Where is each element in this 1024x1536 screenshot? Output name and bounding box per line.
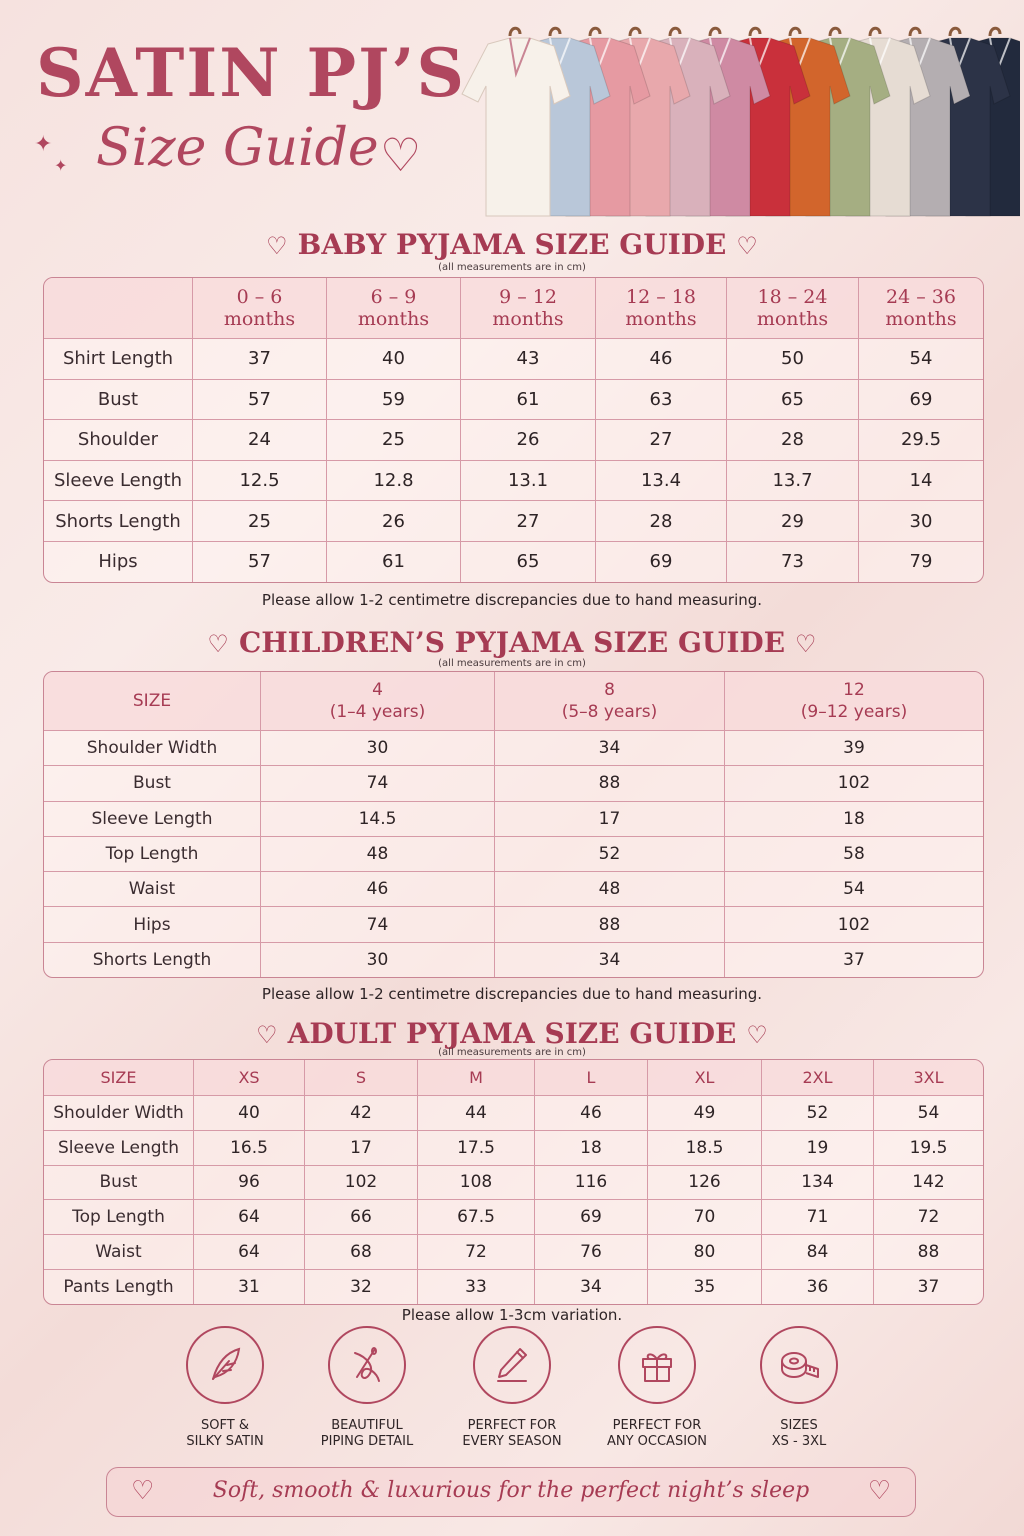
heart-icon: ♡ (256, 1021, 278, 1049)
table-cell: 61 (327, 542, 461, 582)
table-cell: 19 (762, 1131, 874, 1166)
tagline-banner (106, 1467, 916, 1517)
table-row (44, 420, 983, 461)
table-cell: 79 (909, 551, 933, 573)
table-cell: 46 (535, 1096, 648, 1131)
table-row (44, 380, 983, 421)
table-cell: 69 (596, 542, 727, 582)
row-label: Pants Length (44, 1270, 194, 1304)
heart-icon: ♡ (795, 630, 817, 658)
table-cell: 13.4 (596, 461, 727, 502)
heart-icon: ♡ (867, 1476, 891, 1506)
size-header: SIZE (44, 1060, 194, 1096)
children-guide-title (0, 626, 1024, 659)
needle-thread-icon (328, 1326, 406, 1404)
table-row (44, 837, 983, 872)
row-label: Shorts Length (44, 501, 193, 542)
adult-size-table (43, 1059, 984, 1305)
table-row (44, 907, 983, 942)
table-row (44, 802, 983, 837)
table-cell: 50 (727, 339, 859, 380)
age-column-header (727, 278, 859, 339)
adult-guide-title-text: ADULT PYJAMA SIZE GUIDE (287, 1017, 737, 1050)
table-cell: 67.5 (418, 1200, 535, 1235)
table-cell: 63 (596, 380, 727, 421)
table-cell: 61 (461, 380, 596, 421)
table-row (44, 872, 983, 907)
row-label: Shoulder (44, 420, 193, 461)
baby-guide-subtitle: (all measurements are in cm) (438, 262, 586, 273)
table-cell: 16.5 (194, 1131, 305, 1166)
feature-label: PERFECT FOR EVERY SEASON (462, 1418, 562, 1449)
table-cell: 13.1 (461, 461, 596, 502)
size-value: 8 (604, 680, 615, 700)
table-row (44, 1096, 983, 1131)
table-cell: 14.5 (261, 802, 495, 837)
size-column-header (261, 672, 495, 731)
heart-icon: ♡ (131, 1476, 155, 1506)
age-range: 18 – 24 (757, 286, 828, 308)
table-cell: 72 (874, 1200, 983, 1235)
row-label: Bust (44, 1166, 194, 1201)
heart-icon: ♡ (736, 232, 758, 260)
table-cell: 52 (762, 1096, 874, 1131)
sparkle-icon: ✦ (34, 132, 53, 157)
table-cell: 142 (874, 1166, 983, 1201)
children-guide-title-text: CHILDREN’S PYJAMA SIZE GUIDE (238, 626, 786, 659)
table-cell: 96 (194, 1166, 305, 1201)
table-cell: 37 (917, 1276, 940, 1297)
age-unit: months (357, 308, 430, 330)
baby-guide-note: Please allow 1-2 centimetre discrepancies due to hand measuring. (261, 591, 763, 609)
row-label: Shoulder Width (44, 731, 261, 766)
table-row (44, 731, 983, 766)
size-column-header: S (305, 1060, 418, 1096)
table-cell: 25 (327, 420, 461, 461)
row-label: Hips (44, 907, 261, 942)
table-cell: 70 (648, 1200, 762, 1235)
table-cell: 31 (194, 1270, 305, 1304)
feature-label: BEAUTIFUL PIPING DETAIL (320, 1418, 414, 1449)
tagline-text: Soft, smooth & luxurious for the perfect night’s sleep (212, 1478, 810, 1503)
table-cell: 13.7 (727, 461, 859, 502)
baby-guide-title (0, 228, 1024, 261)
table-cell: 18.5 (648, 1131, 762, 1166)
size-column-header: L (535, 1060, 648, 1096)
table-cell: 72 (418, 1235, 535, 1270)
children-guide-subtitle: (all measurements are in cm) (438, 658, 586, 669)
feather-icon (186, 1326, 264, 1404)
heart-icon: ♡ (746, 1021, 768, 1049)
size-header: SIZE (44, 672, 261, 731)
table-cell: 54 (859, 339, 983, 380)
table-cell: 29 (727, 501, 859, 542)
table-cell: 30 (859, 501, 983, 542)
table-cell: 59 (327, 380, 461, 421)
table-cell: 37 (193, 339, 327, 380)
table-cell: 34 (495, 731, 725, 766)
pen-icon (473, 1326, 551, 1404)
table-cell: 17 (495, 802, 725, 837)
feature-label: SIZES XS - 3XL (771, 1418, 827, 1449)
table-cell: 48 (495, 872, 725, 907)
pyjama-shirts-image (450, 14, 1020, 226)
table-cell: 76 (535, 1235, 648, 1270)
row-label: Shorts Length (44, 943, 261, 977)
table-cell: 30 (261, 731, 495, 766)
table-cell: 134 (762, 1166, 874, 1201)
table-cell: 46 (596, 339, 727, 380)
table-cell: 34 (535, 1270, 648, 1304)
table-cell: 29.5 (859, 420, 983, 461)
table-cell: 40 (194, 1096, 305, 1131)
table-cell: 108 (418, 1166, 535, 1201)
page-title: SATIN PJ’S (36, 34, 467, 112)
age-range: 9 – 12 (499, 286, 557, 308)
table-cell: 18 (535, 1131, 648, 1166)
table-row (44, 339, 983, 380)
size-column-header: XS (194, 1060, 305, 1096)
table-cell: 12.8 (327, 461, 461, 502)
table-cell: 57 (193, 542, 327, 582)
table-cell: 39 (725, 731, 983, 766)
table-cell: 17 (305, 1131, 418, 1166)
table-cell: 26 (461, 420, 596, 461)
age-range: (5–8 years) (561, 702, 658, 722)
table-cell: 14 (859, 461, 983, 502)
adult-guide-title (0, 1017, 1024, 1050)
table-row (44, 1200, 983, 1235)
age-column-header (327, 278, 461, 339)
table-row (44, 766, 983, 801)
table-cell: 126 (648, 1166, 762, 1201)
table-cell: 54 (874, 1096, 983, 1131)
size-column-header (725, 672, 983, 731)
table-cell: 102 (725, 907, 983, 942)
sparkle-icon: ✦ (54, 156, 68, 175)
age-column-header (596, 278, 727, 339)
age-range: 6 – 9 (370, 286, 417, 308)
table-cell: 28 (596, 501, 727, 542)
table-cell: 80 (648, 1235, 762, 1270)
heart-icon: ♡ (266, 232, 288, 260)
table-cell: 40 (327, 339, 461, 380)
age-column-header (859, 278, 983, 339)
size-column-header: XL (648, 1060, 762, 1096)
table-cell: 42 (305, 1096, 418, 1131)
table-cell: 88 (495, 907, 725, 942)
table-cell: 43 (461, 339, 596, 380)
gift-icon (618, 1326, 696, 1404)
row-label: Top Length (44, 1200, 194, 1235)
table-row (44, 1166, 983, 1201)
table-cell: 73 (727, 542, 859, 582)
table-cell: 33 (418, 1270, 535, 1304)
page-subtitle: Size Guide (96, 118, 379, 178)
table-cell: 65 (461, 542, 596, 582)
table-cell: 68 (305, 1235, 418, 1270)
table-cell: 28 (727, 420, 859, 461)
age-range: 0 – 6 (236, 286, 283, 308)
table-cell: 17.5 (418, 1131, 535, 1166)
row-label: Sleeve Length (44, 802, 261, 837)
table-cell: 69 (535, 1200, 648, 1235)
age-range: (1–4 years) (329, 702, 426, 722)
age-unit: months (756, 308, 829, 330)
table-cell: 116 (535, 1166, 648, 1201)
table-row (44, 1235, 983, 1270)
feature-sizes (724, 1326, 874, 1450)
age-column-header (461, 278, 596, 339)
row-label: Sleeve Length (44, 1131, 194, 1166)
heart-icon: ♡ (380, 128, 422, 182)
table-cell: 66 (305, 1200, 418, 1235)
feature-soft-satin (150, 1326, 300, 1450)
table-row (44, 943, 983, 977)
table-cell: 34 (495, 943, 725, 977)
size-value: 4 (372, 680, 383, 700)
row-label: Shirt Length (44, 339, 193, 380)
feature-piping-detail (292, 1326, 442, 1450)
table-row (44, 542, 983, 582)
age-unit: months (885, 308, 957, 330)
row-label: Waist (44, 872, 261, 907)
children-size-table (43, 671, 984, 978)
table-cell: 27 (461, 501, 596, 542)
table-cell: 30 (261, 943, 495, 977)
table-row (44, 461, 983, 502)
row-label: Hips (44, 542, 193, 582)
table-row (44, 501, 983, 542)
table-cell: 69 (859, 380, 983, 421)
table-cell: 48 (261, 837, 495, 872)
age-column-header (193, 278, 327, 339)
table-cell: 84 (762, 1235, 874, 1270)
row-label: Bust (44, 766, 261, 801)
baby-size-table (43, 277, 984, 583)
table-cell: 58 (725, 837, 983, 872)
table-cell: 24 (193, 420, 327, 461)
table-cell: 36 (762, 1270, 874, 1304)
table-cell: 25 (193, 501, 327, 542)
table-cell: 64 (194, 1200, 305, 1235)
heart-icon: ♡ (207, 630, 229, 658)
table-corner-cell (44, 278, 193, 339)
table-cell: 27 (596, 420, 727, 461)
table-row (44, 1131, 983, 1166)
row-label: Top Length (44, 837, 261, 872)
adult-guide-note: Please allow 1-3cm variation. (401, 1306, 623, 1324)
size-column-header: 2XL (762, 1060, 874, 1096)
table-cell: 102 (305, 1166, 418, 1201)
feature-every-season (437, 1326, 587, 1450)
table-cell: 65 (727, 380, 859, 421)
table-cell: 64 (194, 1235, 305, 1270)
size-column-header: M (418, 1060, 535, 1096)
age-range: 24 – 36 (886, 286, 956, 308)
table-cell: 46 (261, 872, 495, 907)
age-range: 12 – 18 (626, 286, 696, 308)
feature-any-occasion (582, 1326, 732, 1450)
table-cell: 37 (843, 949, 865, 970)
table-cell: 88 (874, 1235, 983, 1270)
table-row (44, 1270, 983, 1304)
size-value: 12 (843, 680, 865, 700)
age-range: (9–12 years) (800, 702, 908, 722)
table-cell: 12.5 (193, 461, 327, 502)
children-guide-note: Please allow 1-2 centimetre discrepancies due to hand measuring. (261, 985, 763, 1003)
table-cell: 35 (648, 1270, 762, 1304)
table-cell: 49 (648, 1096, 762, 1131)
table-cell: 102 (725, 766, 983, 801)
table-cell: 71 (762, 1200, 874, 1235)
tape-measure-icon (760, 1326, 838, 1404)
table-cell: 44 (418, 1096, 535, 1131)
row-label: Shoulder Width (44, 1096, 194, 1131)
size-column-header (495, 672, 725, 731)
size-column-header: 3XL (874, 1060, 983, 1096)
feature-label: PERFECT FOR ANY OCCASION (606, 1418, 707, 1449)
row-label: Waist (44, 1235, 194, 1270)
adult-guide-subtitle: (all measurements are in cm) (438, 1047, 586, 1058)
table-cell: 74 (261, 766, 495, 801)
table-cell: 88 (495, 766, 725, 801)
table-cell: 19.5 (874, 1131, 983, 1166)
table-cell: 18 (725, 802, 983, 837)
age-unit: months (492, 308, 564, 330)
age-unit: months (625, 308, 697, 330)
table-cell: 32 (305, 1270, 418, 1304)
baby-guide-title-text: BABY PYJAMA SIZE GUIDE (297, 228, 727, 261)
age-unit: months (223, 308, 296, 330)
feature-label: SOFT & SILKY SATIN (186, 1418, 264, 1449)
row-label: Sleeve Length (44, 461, 193, 502)
table-cell: 52 (495, 837, 725, 872)
table-cell: 54 (725, 872, 983, 907)
table-cell: 57 (193, 380, 327, 421)
table-cell: 26 (327, 501, 461, 542)
row-label: Bust (44, 380, 193, 421)
table-cell: 74 (261, 907, 495, 942)
